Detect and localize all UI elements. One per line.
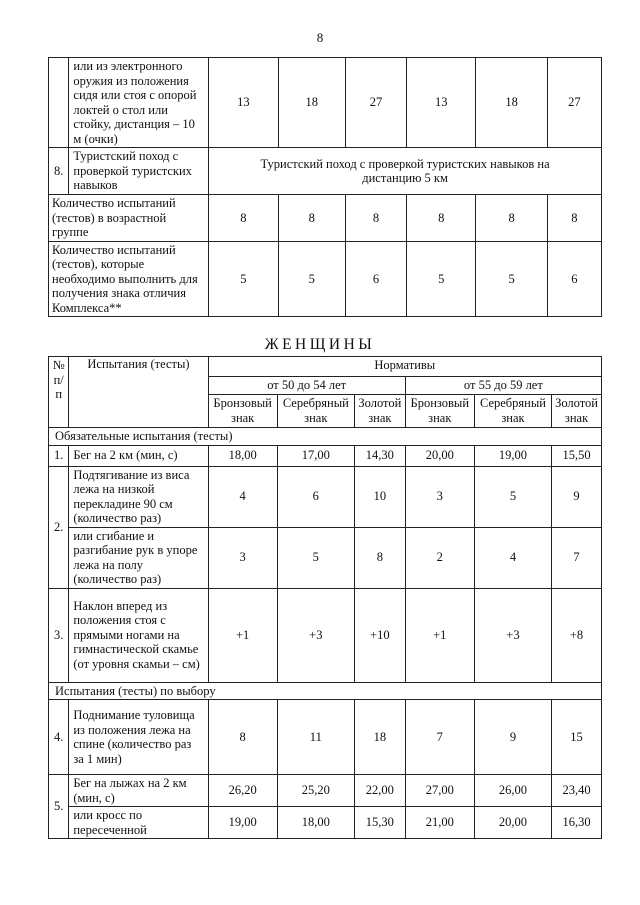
test-name: Туристский поход с проверкой туристских навыков bbox=[69, 148, 209, 195]
value-cell: 16,30 bbox=[552, 807, 602, 839]
badge-header: Золотой знак bbox=[354, 395, 405, 428]
value-cell: 8 bbox=[345, 195, 406, 242]
value-cell: 23,40 bbox=[552, 775, 602, 807]
value-cell: 20,00 bbox=[405, 445, 474, 466]
value-cell: 5 bbox=[278, 241, 345, 317]
value-cell: 8 bbox=[209, 195, 278, 242]
value-cell: 7 bbox=[552, 527, 602, 588]
value-cell: 8 bbox=[208, 700, 277, 775]
value-cell: 8 bbox=[354, 527, 405, 588]
age-group: от 55 до 59 лет bbox=[405, 377, 601, 395]
row-number bbox=[49, 58, 69, 148]
test-name: Бег на 2 км (мин, с) bbox=[69, 445, 208, 466]
value-cell: 13 bbox=[407, 58, 476, 148]
table-row bbox=[49, 148, 602, 195]
value-cell: 20,00 bbox=[474, 807, 551, 839]
value-cell: 18 bbox=[354, 700, 405, 775]
value-cell: 15 bbox=[552, 700, 602, 775]
value-cell: 5 bbox=[277, 527, 354, 588]
age-group: от 50 до 54 лет bbox=[208, 377, 405, 395]
value-cell: +1 bbox=[208, 588, 277, 682]
test-name: Бег на лыжах на 2 км (мин, с) bbox=[69, 775, 208, 807]
value-cell: 27 bbox=[547, 58, 601, 148]
value-cell: +1 bbox=[405, 588, 474, 682]
table-row bbox=[49, 807, 602, 839]
value-cell: 3 bbox=[405, 466, 474, 527]
badge-header: Золотой знак bbox=[552, 395, 602, 428]
test-name: или кросс по пересеченной bbox=[69, 807, 208, 839]
value-cell: 6 bbox=[547, 241, 601, 317]
value-cell: 13 bbox=[209, 58, 278, 148]
value-cell: 6 bbox=[277, 466, 354, 527]
value-cell: +10 bbox=[354, 588, 405, 682]
merged-norm-cell: Туристский поход с проверкой туристских навыков на дистанцию 5 км bbox=[209, 148, 602, 195]
value-cell: 27,00 bbox=[405, 775, 474, 807]
test-name: Наклон вперед из положения стоя с прямыми ногами на гимнастической скамье (от уровня скамьи – см) bbox=[69, 588, 208, 682]
summary-label: Количество испытаний (тестов) в возрастной группе bbox=[49, 195, 209, 242]
value-cell: 9 bbox=[474, 700, 551, 775]
section-row bbox=[49, 682, 602, 700]
value-cell: 17,00 bbox=[277, 445, 354, 466]
value-cell: 18 bbox=[278, 58, 345, 148]
row-number: 3. bbox=[49, 588, 69, 682]
value-cell: 10 bbox=[354, 466, 405, 527]
value-cell: 18 bbox=[476, 58, 547, 148]
value-cell: 5 bbox=[474, 466, 551, 527]
value-cell: 8 bbox=[278, 195, 345, 242]
row-number: 8. bbox=[49, 148, 69, 195]
table-row bbox=[49, 241, 602, 317]
value-cell: 8 bbox=[547, 195, 601, 242]
value-cell: +3 bbox=[474, 588, 551, 682]
value-cell: 15,50 bbox=[552, 445, 602, 466]
badge-header: Серебряный знак bbox=[277, 395, 354, 428]
table-row bbox=[49, 700, 602, 775]
value-cell: 26,20 bbox=[208, 775, 277, 807]
value-cell: 25,20 bbox=[277, 775, 354, 807]
section-title-women: ЖЕНЩИНЫ bbox=[264, 336, 376, 353]
table-row bbox=[49, 195, 602, 242]
value-cell: 4 bbox=[474, 527, 551, 588]
badge-header: Бронзовый знак bbox=[208, 395, 277, 428]
value-cell: 4 bbox=[208, 466, 277, 527]
table-row bbox=[49, 588, 602, 682]
table-row bbox=[49, 445, 602, 466]
value-cell: 9 bbox=[552, 466, 602, 527]
row-number: 2. bbox=[49, 466, 69, 588]
row-number: 4. bbox=[49, 700, 69, 775]
test-name: Подтягивание из виса лежа на низкой перекладине 90 см (количество раз) bbox=[69, 466, 208, 527]
row-number: 1. bbox=[49, 445, 69, 466]
section-label: Обязательные испытания (тесты) bbox=[49, 428, 602, 446]
header-row bbox=[49, 357, 602, 377]
value-cell: 26,00 bbox=[474, 775, 551, 807]
value-cell: 22,00 bbox=[354, 775, 405, 807]
test-name: Поднимание туловища из положения лежа на спине (количество раз за 1 мин) bbox=[69, 700, 208, 775]
value-cell: 6 bbox=[345, 241, 406, 317]
value-cell: 3 bbox=[208, 527, 277, 588]
value-cell: 15,30 bbox=[354, 807, 405, 839]
value-cell: 2 bbox=[405, 527, 474, 588]
table-row bbox=[49, 527, 602, 588]
test-name: или из электронного оружия из положения сидя или стоя с опорой локтей о стол или стойку, дистанция – 10 м (очки) bbox=[69, 58, 209, 148]
norms-table-women bbox=[48, 356, 602, 839]
table-row bbox=[49, 775, 602, 807]
table-row bbox=[49, 58, 602, 148]
value-cell: 21,00 bbox=[405, 807, 474, 839]
value-cell: 18,00 bbox=[208, 445, 277, 466]
value-cell: 11 bbox=[277, 700, 354, 775]
section-row bbox=[49, 428, 602, 446]
value-cell: 7 bbox=[405, 700, 474, 775]
table-row bbox=[49, 466, 602, 527]
norms-table-continued bbox=[48, 57, 602, 317]
badge-header: Серебряный знак bbox=[474, 395, 551, 428]
value-cell: 5 bbox=[476, 241, 547, 317]
value-cell: 27 bbox=[345, 58, 406, 148]
value-cell: 19,00 bbox=[208, 807, 277, 839]
header-test: Испытания (тесты) bbox=[69, 357, 208, 428]
header-norms: Нормативы bbox=[208, 357, 601, 377]
value-cell: 8 bbox=[407, 195, 476, 242]
summary-label: Количество испытаний (тестов), которые необходимо выполнить для получения знака отличия Комплекса** bbox=[49, 241, 209, 317]
badge-header: Бронзовый знак bbox=[405, 395, 474, 428]
value-cell: +3 bbox=[277, 588, 354, 682]
test-name: или сгибание и разгибание рук в упоре лежа на полу (количество раз) bbox=[69, 527, 208, 588]
value-cell: 8 bbox=[476, 195, 547, 242]
header-num: № п/п bbox=[49, 357, 69, 428]
section-label: Испытания (тесты) по выбору bbox=[49, 682, 602, 700]
value-cell: 19,00 bbox=[474, 445, 551, 466]
value-cell: 14,30 bbox=[354, 445, 405, 466]
value-cell: 18,00 bbox=[277, 807, 354, 839]
value-cell: 5 bbox=[209, 241, 278, 317]
page-number: 8 bbox=[316, 30, 324, 45]
value-cell: 5 bbox=[407, 241, 476, 317]
value-cell: +8 bbox=[552, 588, 602, 682]
row-number: 5. bbox=[49, 775, 69, 839]
